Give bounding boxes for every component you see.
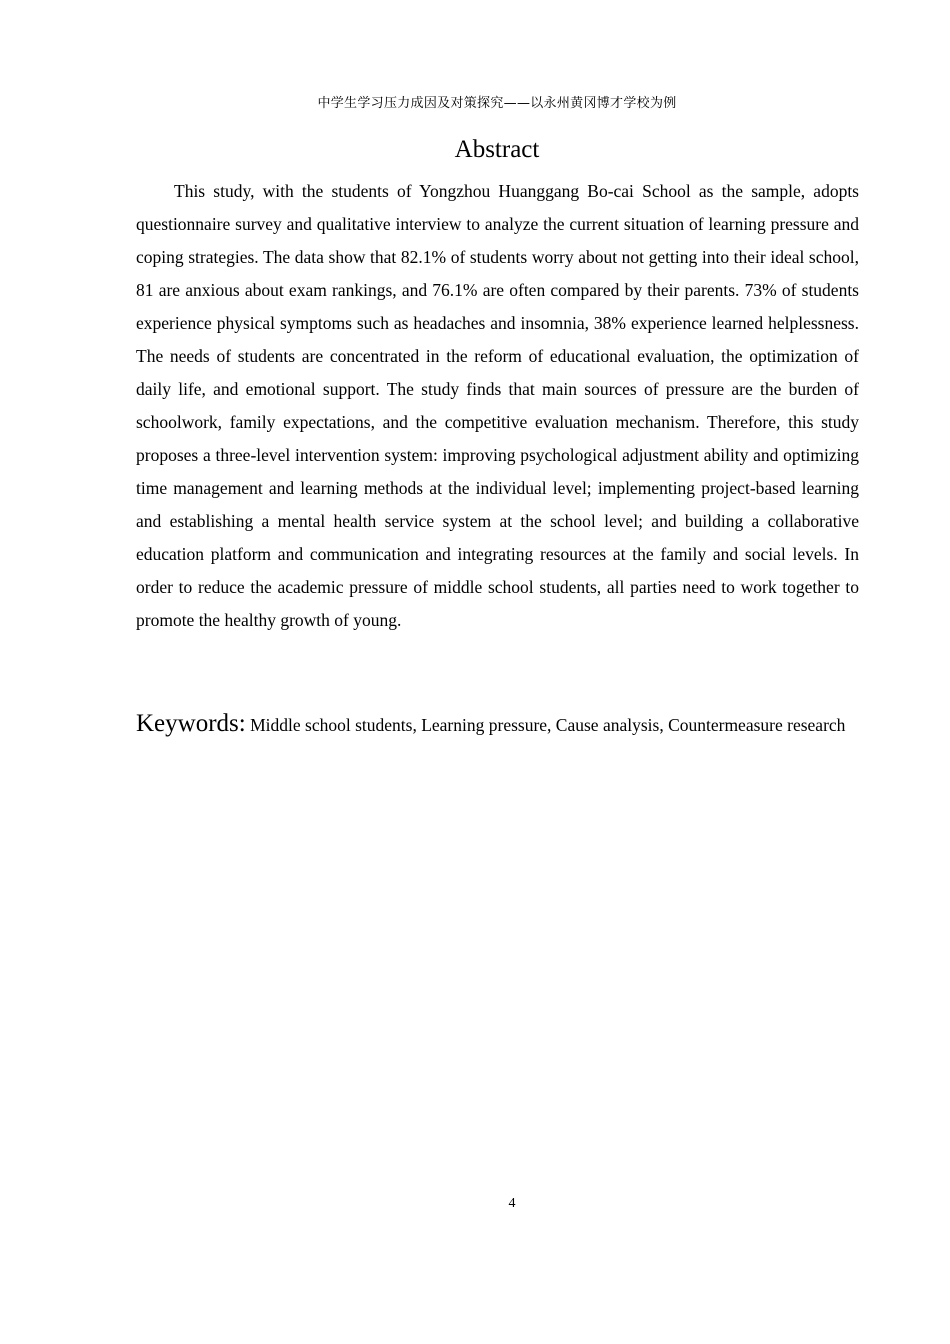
page-number: 4 <box>508 1196 516 1211</box>
abstract-body: This study, with the students of Yongzhou Huanggang Bo-cai School as the sample, adopts questionnaire survey and qualitative interview to analyze the current situation of learning pressure and coping strategies. The data show that 82.1% of students worry about not getting into their ideal school, 81 are anxious about exam rankings, and 76.1% are often compared by their parents. 73% of students experience physical symptoms such as headaches and insomnia, 38% experience learned helplessness. The needs of students are concentrated in the reform of educational evaluation, the optimization of daily life, and emotional support. The study finds that main sources of pressure are the burden of schoolwork, family expectations, and the competitive evaluation mechanism. Therefore, this study proposes a three-level intervention system: improving psychological adjustment ability and optimizing time management and learning methods at the individual level; implementing project-based learning and establishing a mental health service system at the school level; and building a collaborative education platform and communication and integrating resources at the family and social levels. In order to reduce the academic pressure of middle school students, all parties need to work together to promote the healthy growth of young. <box>136 181 859 630</box>
keywords-label: Keywords: <box>136 710 246 737</box>
running-header: 中学生学习压力成因及对策探究——以永州黄冈博才学校为例 <box>317 96 677 111</box>
abstract-title: Abstract <box>454 136 540 163</box>
keywords-text: Middle school students, Learning pressure, Cause analysis, Countermeasure research <box>250 715 846 735</box>
keywords-line <box>136 706 859 743</box>
